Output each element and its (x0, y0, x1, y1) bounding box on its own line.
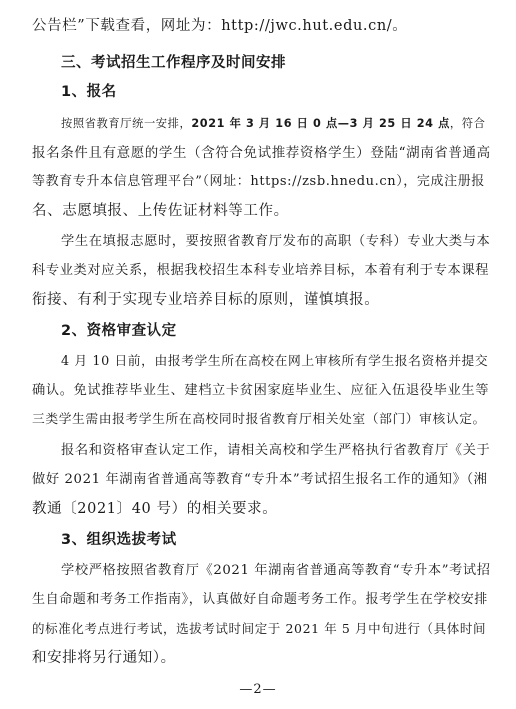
text-segment: ，符合 (449, 117, 486, 130)
section-heading: 三、考试招生工作程序及时间安排 (61, 55, 286, 71)
text-line: 三类学生需由报考学生所在高校同时报省教育厅相关处室（部门）审核认定。 (32, 412, 486, 427)
text-line: 名、志愿填报、上传佐证材料等工作。 (32, 203, 289, 219)
subsection-heading-registration: 1、报名 (61, 84, 117, 100)
text-line: 报名条件且有意愿的学生（含符合免试推荐资格学生）登陆“湖南省普通高 (32, 145, 491, 161)
text-line: 确认。免试推荐毕业生、建档立卡贫困家庭毕业生、应征入伍退役毕业生等 (32, 383, 490, 398)
subsection-heading-qualification: 2、资格审查认定 (61, 323, 177, 339)
text-line: 科专业类对应关系，根据我校招生本科专业培养目标，本着有利于专本课程 (32, 263, 490, 278)
page-number: —2— (239, 682, 277, 697)
text-line: 教通〔2021〕40 号）的相关要求。 (32, 501, 278, 517)
text-line: 和安排将另行通知）。 (32, 650, 176, 666)
text-line: 学校严格按照省教育厅《2021 年湖南省普通高等教育“专升本”考试招 (61, 563, 491, 578)
subsection-heading-exam: 3、组织选拔考试 (61, 532, 177, 548)
text-segment: 按照省教育厅统一安排， (61, 117, 192, 130)
text-line: 公告栏”下载查看，网址为：http://jwc.hut.edu.cn/。 (32, 18, 408, 34)
text-line: 做好 2021 年湖南省普通高等教育“专升本”考试招生报名工作的通知》（湘 (32, 472, 488, 487)
text-line: 衔接、有利于实现专业培养目标的原则，谨慎填报。 (32, 292, 380, 308)
text-line: 生自命题和考务工作指南》，认真做好自命题考务工作。报考学生在学校安排 (32, 592, 488, 607)
text-line: 4 月 10 日前，由报考学生所在高校在网上审核所有学生报名资格并提交 (61, 354, 489, 369)
registration-period: 2021 年 3 月 16 日 0 点—3 月 25 日 24 点 (191, 117, 450, 130)
text-line: 报名和资格审查认定工作，请相关高校和学生严格执行省教育厅《关于 (61, 443, 491, 458)
paragraph-line (61, 114, 492, 134)
text-line: 等教育专升本信息管理平台”（网址：https://zsb.hnedu.cn），完成注册报 (32, 174, 485, 189)
text-line: 的标准化考点进行考试，选拔考试时间定于 2021 年 5 月中旬进行（具体时间 (32, 621, 487, 636)
text-line: 学生在填报志愿时，要按照省教育厅发布的高职（专科）专业大类与本 (61, 234, 491, 249)
